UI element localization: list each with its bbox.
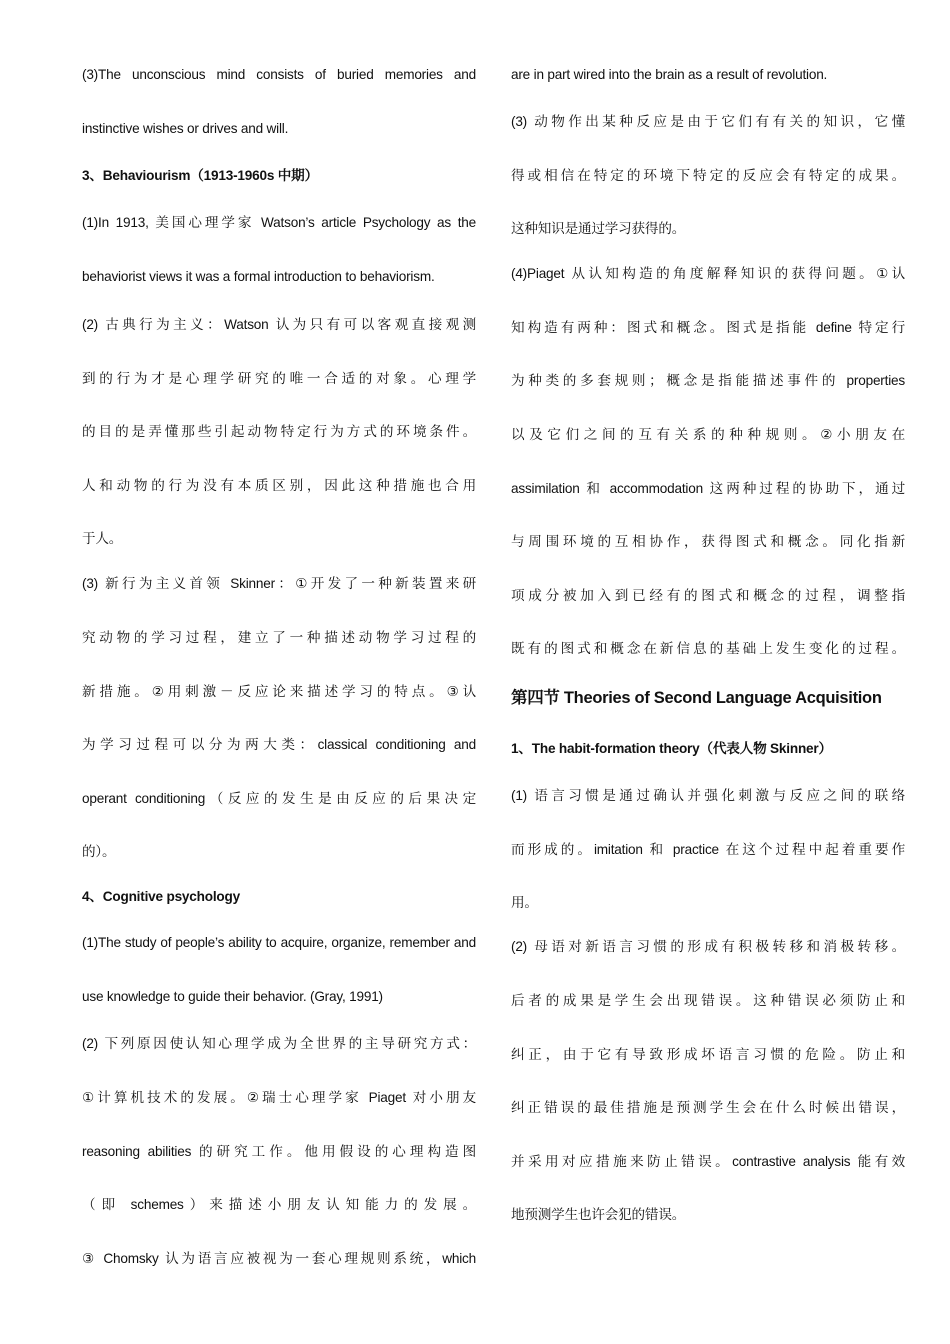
text-line: (3) 动物作出某种反应是由于它们有有关的知识，它懂 (511, 114, 905, 129)
text-line: (1)The study of people’s ability to acquire, organize, remember and (82, 935, 476, 950)
text-line: (2) 古典行为主义：Watson 认为只有可以客观直接观测 (82, 317, 476, 332)
text-line: assimilation 和 accommodation 这两种过程的协助下，通过 (511, 481, 905, 496)
text-line: (3)The unconscious mind consists of buried memories and (82, 67, 476, 82)
text-line: operant conditioning（反应的发生是由反应的后果决定 (82, 791, 476, 806)
text-line: 以及它们之间的互有关系的种种规则。②小朋友在 (511, 427, 905, 442)
text-line: 地预测学生也许会犯的错误。 (511, 1207, 686, 1222)
chapter-heading: 第四节 Theories of Second Language Acquisition (511, 689, 882, 707)
text-line: 项成分被加入到已经有的图式和概念的过程，调整指 (511, 588, 905, 603)
text-line: 为种类的多套规则；概念是指能描述事件的 properties (511, 373, 905, 388)
text-line: 用。 (511, 895, 538, 910)
text-line: ③ Chomsky 认为语言应被视为一套心理规则系统，which (82, 1251, 476, 1266)
text-line: (4)Piaget 从认知构造的角度解释知识的获得问题。①认 (511, 266, 905, 281)
text-line: (3) 新行为主义首领 Skinner：①开发了一种新装置来研 (82, 576, 476, 591)
text-line: 与周围环境的互相协作，获得图式和概念。同化指新 (511, 534, 905, 549)
text-line: （即 schemes）来描述小朋友认知能力的发展。 (82, 1197, 476, 1212)
section-heading: 4、Cognitive psychology (82, 889, 240, 904)
section-heading: 3、Behaviourism（1913-1960s 中期） (82, 168, 318, 183)
text-line: 新措施。②用刺激－反应论来描述学习的特点。③认 (82, 684, 476, 699)
text-line: 的目的是弄懂那些引起动物特定行为方式的环境条件。 (82, 424, 476, 439)
text-line: 纠正，由于它有导致形成坏语言习惯的危险。防止和 (511, 1047, 905, 1062)
text-line: 后者的成果是学生会出现错误。这种错误必须防止和 (511, 993, 905, 1008)
text-line: reasoning abilities 的研究工作。他用假设的心理构造图 (82, 1144, 476, 1159)
text-line: 于人。 (82, 531, 123, 546)
text-line: 得或相信在特定的环境下特定的反应会有特定的成果。 (511, 168, 905, 183)
section-heading: 1、The habit-formation theory（代表人物 Skinner） (511, 741, 832, 756)
text-line: 纠正错误的最佳措施是预测学生会在什么时候出错误， (511, 1100, 905, 1115)
text-line: (2) 下列原因使认知心理学成为全世界的主导研究方式： (82, 1036, 476, 1051)
text-line: use knowledge to guide their behavior. (Gray, 1991) (82, 989, 383, 1004)
text-line: (1)In 1913, 美国心理学家 Watson’s article Psychology as the (82, 215, 476, 230)
text-line: 而形成的。imitation 和 practice 在这个过程中起着重要作 (511, 842, 905, 857)
text-line: 并采用对应措施来防止错误。contrastive analysis 能有效 (511, 1154, 905, 1169)
text-line: 为学习过程可以分为两大类：classical conditioning and (82, 737, 476, 752)
text-line: (1) 语言习惯是通过确认并强化刺激与反应之间的联络 (511, 788, 905, 803)
text-line: ①计算机技术的发展。②瑞士心理学家 Piaget 对小朋友 (82, 1090, 476, 1105)
text-line: 究动物的学习过程，建立了一种描述动物学习过程的 (82, 630, 476, 645)
text-line: behaviorist views it was a formal introduction to behaviorism. (82, 269, 435, 284)
text-line: instinctive wishes or drives and will. (82, 121, 289, 136)
text-line: are in part wired into the brain as a result of revolution. (511, 67, 828, 82)
text-line: 到的行为才是心理学研究的唯一合适的对象。心理学 (82, 371, 476, 386)
text-line: 的）。 (82, 844, 116, 859)
text-line: 既有的图式和概念在新信息的基础上发生变化的过程。 (511, 641, 905, 656)
text-line: (2) 母语对新语言习惯的形成有积极转移和消极转移。 (511, 939, 905, 954)
text-line: 这种知识是通过学习获得的。 (511, 221, 686, 236)
text-line: 人和动物的行为没有本质区别，因此这种措施也合用 (82, 478, 476, 493)
text-line: 知构造有两种：图式和概念。图式是指能 define 特定行 (511, 320, 905, 335)
